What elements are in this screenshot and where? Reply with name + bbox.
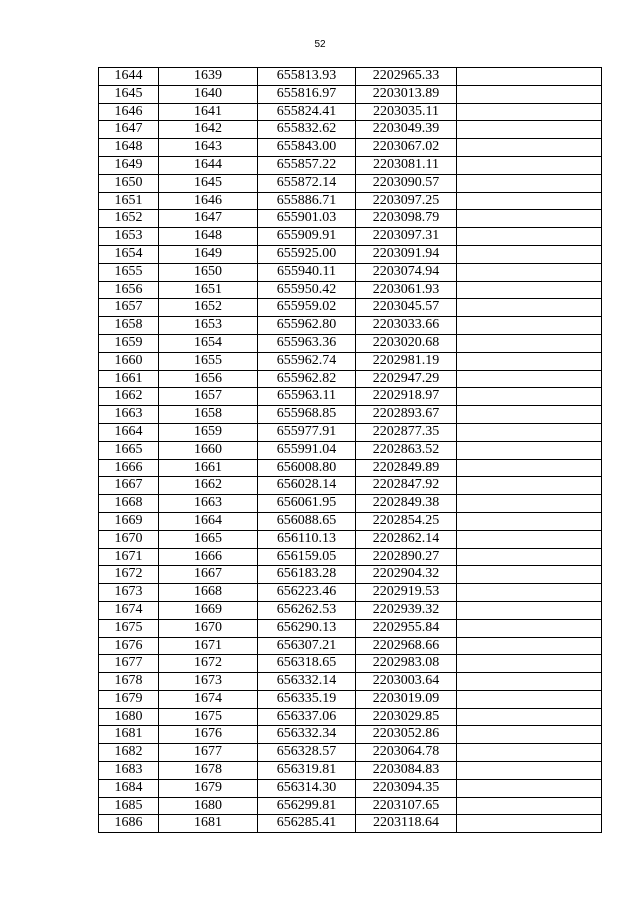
y-coordinate-cell: 2203067.02 xyxy=(356,139,457,157)
table-row xyxy=(99,317,602,335)
sequence-number-cell: 1653 xyxy=(159,317,258,335)
point-number-cell: 1651 xyxy=(99,192,159,210)
table-row xyxy=(99,299,602,317)
sequence-number-cell: 1663 xyxy=(159,495,258,513)
table-row xyxy=(99,228,602,246)
note-cell xyxy=(457,708,602,726)
table-row xyxy=(99,68,602,86)
sequence-number-cell: 1669 xyxy=(159,601,258,619)
y-coordinate-cell: 2202847.92 xyxy=(356,477,457,495)
point-number-cell: 1679 xyxy=(99,690,159,708)
note-cell xyxy=(457,139,602,157)
y-coordinate-cell: 2202919.53 xyxy=(356,584,457,602)
note-cell xyxy=(457,566,602,584)
point-number-cell: 1652 xyxy=(99,210,159,228)
table-row xyxy=(99,655,602,673)
y-coordinate-cell: 2202981.19 xyxy=(356,352,457,370)
point-number-cell: 1649 xyxy=(99,156,159,174)
table-row xyxy=(99,121,602,139)
sequence-number-cell: 1652 xyxy=(159,299,258,317)
point-number-cell: 1675 xyxy=(99,619,159,637)
note-cell xyxy=(457,388,602,406)
x-coordinate-cell: 656299.81 xyxy=(258,797,356,815)
sequence-number-cell: 1676 xyxy=(159,726,258,744)
note-cell xyxy=(457,68,602,86)
y-coordinate-cell: 2202947.29 xyxy=(356,370,457,388)
x-coordinate-cell: 655816.97 xyxy=(258,85,356,103)
x-coordinate-cell: 656332.14 xyxy=(258,673,356,691)
table-row xyxy=(99,726,602,744)
x-coordinate-cell: 656332.34 xyxy=(258,726,356,744)
table-row xyxy=(99,477,602,495)
point-number-cell: 1664 xyxy=(99,423,159,441)
table-row xyxy=(99,566,602,584)
table-row xyxy=(99,530,602,548)
y-coordinate-cell: 2203029.85 xyxy=(356,708,457,726)
y-coordinate-cell: 2203118.64 xyxy=(356,815,457,833)
note-cell xyxy=(457,228,602,246)
x-coordinate-cell: 656337.06 xyxy=(258,708,356,726)
x-coordinate-cell: 656335.19 xyxy=(258,690,356,708)
sequence-number-cell: 1675 xyxy=(159,708,258,726)
note-cell xyxy=(457,334,602,352)
point-number-cell: 1668 xyxy=(99,495,159,513)
x-coordinate-cell: 656061.95 xyxy=(258,495,356,513)
sequence-number-cell: 1674 xyxy=(159,690,258,708)
y-coordinate-cell: 2203084.83 xyxy=(356,762,457,780)
table-row xyxy=(99,744,602,762)
y-coordinate-cell: 2203081.11 xyxy=(356,156,457,174)
table-row xyxy=(99,406,602,424)
x-coordinate-cell: 656028.14 xyxy=(258,477,356,495)
note-cell xyxy=(457,530,602,548)
point-number-cell: 1676 xyxy=(99,637,159,655)
x-coordinate-cell: 656159.05 xyxy=(258,548,356,566)
table-row xyxy=(99,512,602,530)
point-number-cell: 1686 xyxy=(99,815,159,833)
y-coordinate-cell: 2203091.94 xyxy=(356,245,457,263)
table-row xyxy=(99,708,602,726)
sequence-number-cell: 1657 xyxy=(159,388,258,406)
x-coordinate-cell: 655872.14 xyxy=(258,174,356,192)
point-number-cell: 1653 xyxy=(99,228,159,246)
x-coordinate-cell: 656307.21 xyxy=(258,637,356,655)
note-cell xyxy=(457,406,602,424)
y-coordinate-cell: 2202893.67 xyxy=(356,406,457,424)
point-number-cell: 1657 xyxy=(99,299,159,317)
sequence-number-cell: 1641 xyxy=(159,103,258,121)
sequence-number-cell: 1656 xyxy=(159,370,258,388)
y-coordinate-cell: 2203064.78 xyxy=(356,744,457,762)
y-coordinate-cell: 2202955.84 xyxy=(356,619,457,637)
x-coordinate-cell: 656314.30 xyxy=(258,779,356,797)
point-number-cell: 1673 xyxy=(99,584,159,602)
table-row xyxy=(99,584,602,602)
table-row xyxy=(99,263,602,281)
x-coordinate-cell: 655909.91 xyxy=(258,228,356,246)
sequence-number-cell: 1661 xyxy=(159,459,258,477)
page-number: 52 xyxy=(314,39,326,50)
table-row xyxy=(99,85,602,103)
point-number-cell: 1671 xyxy=(99,548,159,566)
sequence-number-cell: 1680 xyxy=(159,797,258,815)
point-number-cell: 1659 xyxy=(99,334,159,352)
y-coordinate-cell: 2202854.25 xyxy=(356,512,457,530)
table-row xyxy=(99,334,602,352)
point-number-cell: 1656 xyxy=(99,281,159,299)
x-coordinate-cell: 655968.85 xyxy=(258,406,356,424)
x-coordinate-cell: 655963.36 xyxy=(258,334,356,352)
note-cell xyxy=(457,156,602,174)
y-coordinate-cell: 2203019.09 xyxy=(356,690,457,708)
y-coordinate-cell: 2203035.11 xyxy=(356,103,457,121)
coordinates-table xyxy=(98,67,602,833)
table-row xyxy=(99,797,602,815)
x-coordinate-cell: 656110.13 xyxy=(258,530,356,548)
note-cell xyxy=(457,370,602,388)
y-coordinate-cell: 2202918.97 xyxy=(356,388,457,406)
point-number-cell: 1658 xyxy=(99,317,159,335)
sequence-number-cell: 1645 xyxy=(159,174,258,192)
point-number-cell: 1683 xyxy=(99,762,159,780)
table-row xyxy=(99,192,602,210)
x-coordinate-cell: 655991.04 xyxy=(258,441,356,459)
point-number-cell: 1682 xyxy=(99,744,159,762)
sequence-number-cell: 1659 xyxy=(159,423,258,441)
note-cell xyxy=(457,601,602,619)
table-row xyxy=(99,174,602,192)
x-coordinate-cell: 655962.80 xyxy=(258,317,356,335)
sequence-number-cell: 1648 xyxy=(159,228,258,246)
note-cell xyxy=(457,281,602,299)
point-number-cell: 1644 xyxy=(99,68,159,86)
y-coordinate-cell: 2202965.33 xyxy=(356,68,457,86)
x-coordinate-cell: 656008.80 xyxy=(258,459,356,477)
point-number-cell: 1678 xyxy=(99,673,159,691)
x-coordinate-cell: 655962.74 xyxy=(258,352,356,370)
note-cell xyxy=(457,815,602,833)
x-coordinate-cell: 655977.91 xyxy=(258,423,356,441)
point-number-cell: 1662 xyxy=(99,388,159,406)
note-cell xyxy=(457,477,602,495)
note-cell xyxy=(457,762,602,780)
note-cell xyxy=(457,103,602,121)
point-number-cell: 1646 xyxy=(99,103,159,121)
note-cell xyxy=(457,726,602,744)
table-row xyxy=(99,495,602,513)
table-row xyxy=(99,156,602,174)
table-row xyxy=(99,245,602,263)
sequence-number-cell: 1672 xyxy=(159,655,258,673)
sequence-number-cell: 1678 xyxy=(159,762,258,780)
note-cell xyxy=(457,263,602,281)
sequence-number-cell: 1668 xyxy=(159,584,258,602)
y-coordinate-cell: 2202983.08 xyxy=(356,655,457,673)
point-number-cell: 1663 xyxy=(99,406,159,424)
note-cell xyxy=(457,690,602,708)
note-cell xyxy=(457,85,602,103)
x-coordinate-cell: 655824.41 xyxy=(258,103,356,121)
y-coordinate-cell: 2203094.35 xyxy=(356,779,457,797)
table-row xyxy=(99,762,602,780)
point-number-cell: 1669 xyxy=(99,512,159,530)
x-coordinate-cell: 655886.71 xyxy=(258,192,356,210)
x-coordinate-cell: 655813.93 xyxy=(258,68,356,86)
sequence-number-cell: 1662 xyxy=(159,477,258,495)
sequence-number-cell: 1643 xyxy=(159,139,258,157)
note-cell xyxy=(457,779,602,797)
x-coordinate-cell: 655832.62 xyxy=(258,121,356,139)
y-coordinate-cell: 2203052.86 xyxy=(356,726,457,744)
y-coordinate-cell: 2202863.52 xyxy=(356,441,457,459)
x-coordinate-cell: 656262.53 xyxy=(258,601,356,619)
x-coordinate-cell: 656088.65 xyxy=(258,512,356,530)
x-coordinate-cell: 656290.13 xyxy=(258,619,356,637)
note-cell xyxy=(457,637,602,655)
sequence-number-cell: 1665 xyxy=(159,530,258,548)
note-cell xyxy=(457,797,602,815)
table-row xyxy=(99,139,602,157)
y-coordinate-cell: 2203020.68 xyxy=(356,334,457,352)
table-row xyxy=(99,779,602,797)
x-coordinate-cell: 655843.00 xyxy=(258,139,356,157)
sequence-number-cell: 1664 xyxy=(159,512,258,530)
sequence-number-cell: 1677 xyxy=(159,744,258,762)
y-coordinate-cell: 2203045.57 xyxy=(356,299,457,317)
y-coordinate-cell: 2202849.38 xyxy=(356,495,457,513)
sequence-number-cell: 1655 xyxy=(159,352,258,370)
y-coordinate-cell: 2203107.65 xyxy=(356,797,457,815)
y-coordinate-cell: 2203097.31 xyxy=(356,228,457,246)
sequence-number-cell: 1667 xyxy=(159,566,258,584)
table-row xyxy=(99,815,602,833)
note-cell xyxy=(457,584,602,602)
y-coordinate-cell: 2203090.57 xyxy=(356,174,457,192)
sequence-number-cell: 1670 xyxy=(159,619,258,637)
y-coordinate-cell: 2202939.32 xyxy=(356,601,457,619)
sequence-number-cell: 1646 xyxy=(159,192,258,210)
table-row xyxy=(99,210,602,228)
note-cell xyxy=(457,673,602,691)
table-row xyxy=(99,441,602,459)
x-coordinate-cell: 656183.28 xyxy=(258,566,356,584)
table-row xyxy=(99,388,602,406)
point-number-cell: 1674 xyxy=(99,601,159,619)
note-cell xyxy=(457,512,602,530)
x-coordinate-cell: 656319.81 xyxy=(258,762,356,780)
point-number-cell: 1645 xyxy=(99,85,159,103)
table-row xyxy=(99,637,602,655)
y-coordinate-cell: 2202890.27 xyxy=(356,548,457,566)
y-coordinate-cell: 2203098.79 xyxy=(356,210,457,228)
sequence-number-cell: 1654 xyxy=(159,334,258,352)
x-coordinate-cell: 656328.57 xyxy=(258,744,356,762)
y-coordinate-cell: 2203033.66 xyxy=(356,317,457,335)
sequence-number-cell: 1640 xyxy=(159,85,258,103)
sequence-number-cell: 1671 xyxy=(159,637,258,655)
point-number-cell: 1684 xyxy=(99,779,159,797)
table-row xyxy=(99,370,602,388)
note-cell xyxy=(457,423,602,441)
sequence-number-cell: 1649 xyxy=(159,245,258,263)
point-number-cell: 1672 xyxy=(99,566,159,584)
point-number-cell: 1654 xyxy=(99,245,159,263)
y-coordinate-cell: 2203074.94 xyxy=(356,263,457,281)
table-row xyxy=(99,352,602,370)
sequence-number-cell: 1660 xyxy=(159,441,258,459)
y-coordinate-cell: 2202849.89 xyxy=(356,459,457,477)
point-number-cell: 1667 xyxy=(99,477,159,495)
note-cell xyxy=(457,352,602,370)
point-number-cell: 1680 xyxy=(99,708,159,726)
note-cell xyxy=(457,441,602,459)
point-number-cell: 1670 xyxy=(99,530,159,548)
sequence-number-cell: 1666 xyxy=(159,548,258,566)
point-number-cell: 1661 xyxy=(99,370,159,388)
note-cell xyxy=(457,121,602,139)
x-coordinate-cell: 656318.65 xyxy=(258,655,356,673)
note-cell xyxy=(457,619,602,637)
sequence-number-cell: 1639 xyxy=(159,68,258,86)
y-coordinate-cell: 2202877.35 xyxy=(356,423,457,441)
note-cell xyxy=(457,299,602,317)
note-cell xyxy=(457,495,602,513)
note-cell xyxy=(457,210,602,228)
x-coordinate-cell: 655857.22 xyxy=(258,156,356,174)
point-number-cell: 1665 xyxy=(99,441,159,459)
x-coordinate-cell: 655940.11 xyxy=(258,263,356,281)
y-coordinate-cell: 2202904.32 xyxy=(356,566,457,584)
x-coordinate-cell: 655962.82 xyxy=(258,370,356,388)
y-coordinate-cell: 2203013.89 xyxy=(356,85,457,103)
point-number-cell: 1650 xyxy=(99,174,159,192)
sequence-number-cell: 1679 xyxy=(159,779,258,797)
y-coordinate-cell: 2203003.64 xyxy=(356,673,457,691)
note-cell xyxy=(457,245,602,263)
table-row xyxy=(99,673,602,691)
point-number-cell: 1677 xyxy=(99,655,159,673)
x-coordinate-cell: 655925.00 xyxy=(258,245,356,263)
point-number-cell: 1647 xyxy=(99,121,159,139)
x-coordinate-cell: 656223.46 xyxy=(258,584,356,602)
sequence-number-cell: 1647 xyxy=(159,210,258,228)
note-cell xyxy=(457,459,602,477)
table-row xyxy=(99,619,602,637)
x-coordinate-cell: 655959.02 xyxy=(258,299,356,317)
y-coordinate-cell: 2203049.39 xyxy=(356,121,457,139)
note-cell xyxy=(457,744,602,762)
point-number-cell: 1660 xyxy=(99,352,159,370)
x-coordinate-cell: 655950.42 xyxy=(258,281,356,299)
table-row xyxy=(99,103,602,121)
sequence-number-cell: 1651 xyxy=(159,281,258,299)
sequence-number-cell: 1642 xyxy=(159,121,258,139)
table-row xyxy=(99,601,602,619)
point-number-cell: 1648 xyxy=(99,139,159,157)
table-row xyxy=(99,423,602,441)
note-cell xyxy=(457,317,602,335)
sequence-number-cell: 1681 xyxy=(159,815,258,833)
note-cell xyxy=(457,192,602,210)
y-coordinate-cell: 2202862.14 xyxy=(356,530,457,548)
point-number-cell: 1666 xyxy=(99,459,159,477)
coordinates-table-body xyxy=(99,68,602,833)
y-coordinate-cell: 2203061.93 xyxy=(356,281,457,299)
x-coordinate-cell: 656285.41 xyxy=(258,815,356,833)
sequence-number-cell: 1658 xyxy=(159,406,258,424)
sequence-number-cell: 1673 xyxy=(159,673,258,691)
note-cell xyxy=(457,655,602,673)
note-cell xyxy=(457,174,602,192)
x-coordinate-cell: 655901.03 xyxy=(258,210,356,228)
note-cell xyxy=(457,548,602,566)
x-coordinate-cell: 655963.11 xyxy=(258,388,356,406)
sequence-number-cell: 1644 xyxy=(159,156,258,174)
table-row xyxy=(99,459,602,477)
y-coordinate-cell: 2203097.25 xyxy=(356,192,457,210)
point-number-cell: 1655 xyxy=(99,263,159,281)
point-number-cell: 1681 xyxy=(99,726,159,744)
table-row xyxy=(99,548,602,566)
table-row xyxy=(99,281,602,299)
point-number-cell: 1685 xyxy=(99,797,159,815)
y-coordinate-cell: 2202968.66 xyxy=(356,637,457,655)
sequence-number-cell: 1650 xyxy=(159,263,258,281)
table-row xyxy=(99,690,602,708)
